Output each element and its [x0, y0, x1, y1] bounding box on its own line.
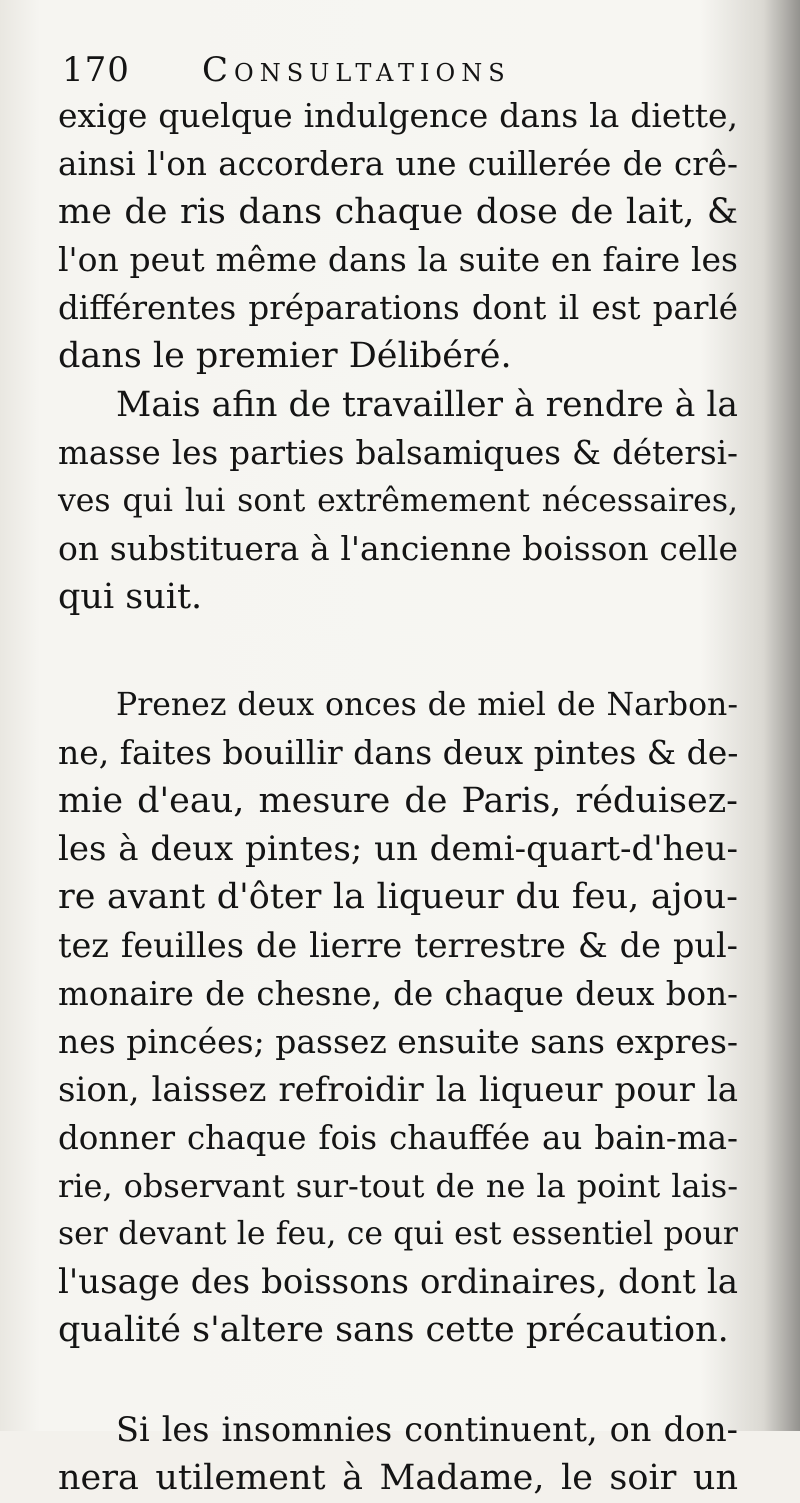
text-line: ainsi l'on accordera une cuillerée de crê-: [58, 145, 738, 184]
body-text: [58, 92, 738, 1503]
text-line: ne, faites bouillir dans deux pintes & de-: [58, 733, 739, 773]
text-line: les à deux pintes; un demi-quart-d'heu-: [58, 829, 738, 870]
running-head: Consultations: [202, 50, 511, 90]
text-line: masse les parties balsamiques & détersi-: [58, 433, 738, 472]
text-line: l'on peut même dans la suite en faire les: [58, 240, 738, 280]
paragraph-2: [58, 381, 738, 621]
paragraph-4: [58, 1406, 738, 1502]
text-line: re avant d'ôter la liqueur du feu, ajou-: [58, 877, 738, 918]
paragraph-spacer: [58, 621, 738, 681]
text-line: ves qui lui sont extrêmement nécessaires,: [58, 482, 738, 519]
paragraph-spacer: [58, 1354, 738, 1406]
text-line: tez feuilles de lierre terrestre & de pul-: [58, 925, 738, 965]
text-line: différentes préparations dont il est parlé: [58, 289, 738, 328]
text-line: exige quelque indulgence dans la diette,: [58, 96, 738, 135]
text-line: sion, laissez refroidir la liqueur pour la: [58, 1069, 738, 1110]
text-line: Prenez deux onces de miel de Narbon-: [116, 687, 738, 724]
text-line: ser devant le feu, ce qui est essentiel pour: [58, 1216, 738, 1253]
text-line: dans le premier Délibéré.: [58, 336, 512, 377]
text-line: nera utilement à Madame, le soir un: [58, 1458, 738, 1499]
page-number: 170: [62, 50, 130, 90]
page-gutter-shadow: [764, 0, 800, 1431]
text-line: nes pincées; passez ensuite sans expres-: [58, 1021, 739, 1061]
paragraph-3-recipe: [58, 681, 738, 1354]
text-line: me de ris dans chaque dose de lait, &: [58, 192, 738, 233]
text-line: donner chaque fois chauffée au bain-ma-: [58, 1118, 738, 1157]
text-line: Si les insomnies continuent, on don-: [116, 1410, 738, 1450]
text-line: on substituera à l'ancienne boisson celle: [58, 528, 738, 568]
paragraph-1: [58, 92, 738, 381]
text-line: monaire de chesne, de chaque deux bon-: [58, 974, 738, 1013]
text-line: Mais afin de travailler à rendre à la: [116, 384, 738, 425]
text-line: qui suit.: [58, 576, 203, 617]
text-line: l'usage des boissons ordinaires, dont la: [58, 1262, 738, 1303]
text-line: qualité s'altere sans cette précaution.: [58, 1310, 729, 1351]
text-line: mie d'eau, mesure de Paris, réduisez-: [58, 781, 738, 822]
text-line: rie, observant sur-tout de ne la point lais-: [58, 1166, 738, 1205]
